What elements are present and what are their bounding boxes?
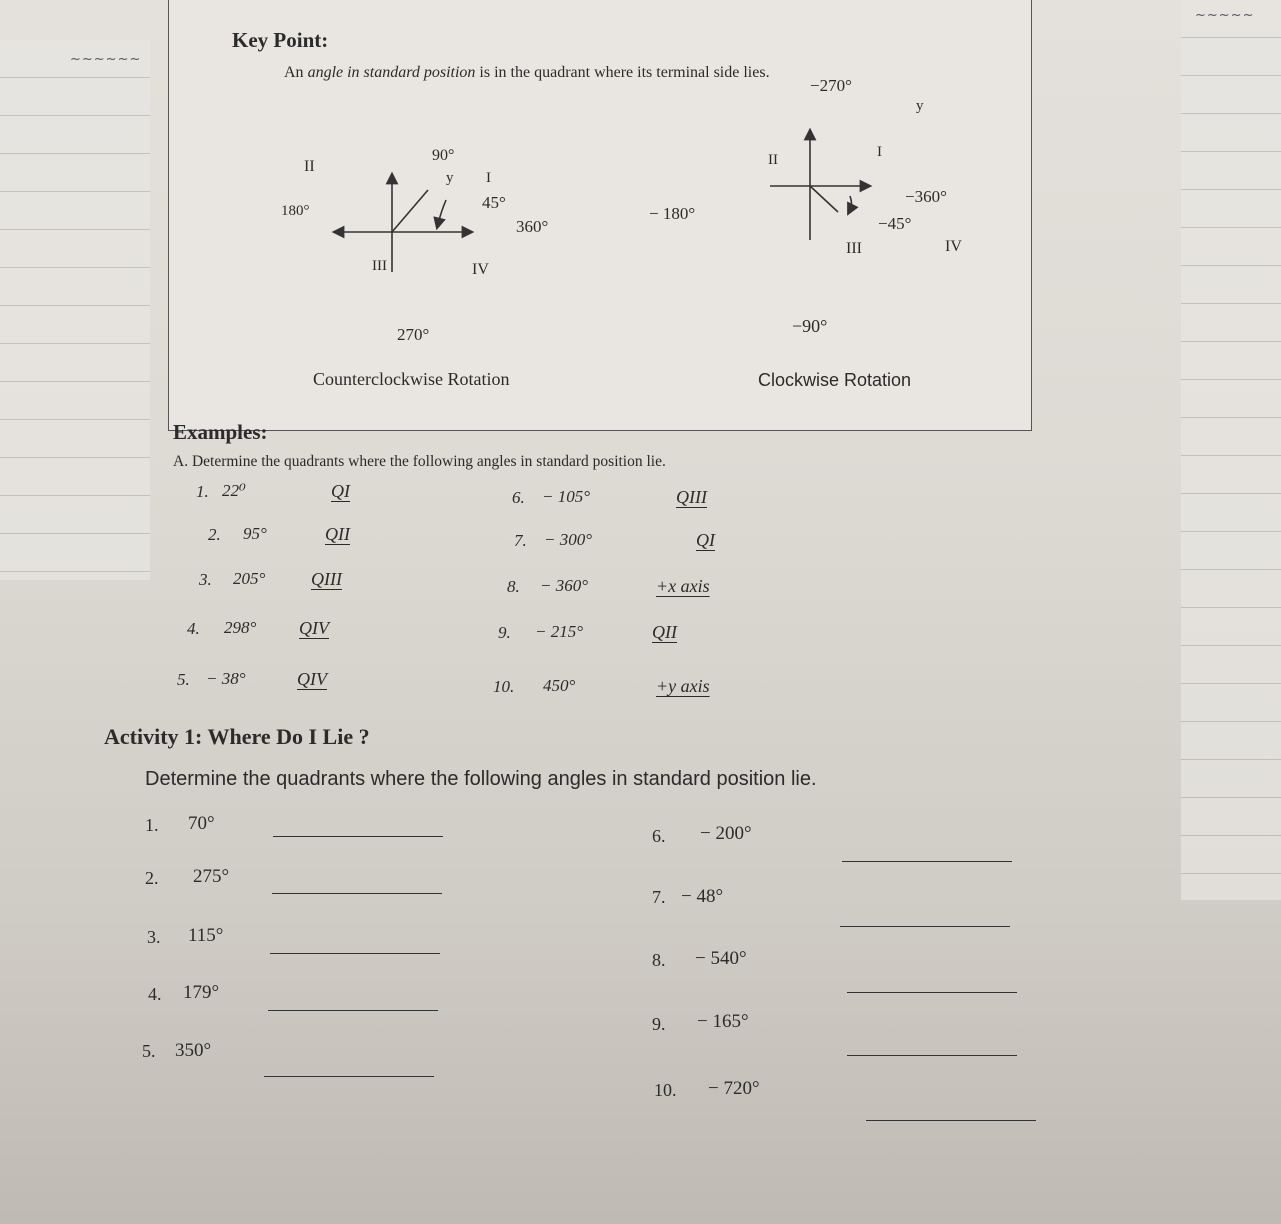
example-number: 2. [208,525,221,544]
activity-title: Activity 1: Where Do I Lie ? [104,724,370,749]
example-angle: 205° [233,569,266,588]
left-axes [338,178,468,272]
label-45: 45° [482,193,506,212]
example-number: 8. [507,577,520,596]
example-angle: 450° [543,676,576,695]
answer-blank[interactable] [866,1120,1036,1121]
label-180: 180° [281,203,310,219]
label-quadrant-iv-right: IV [945,238,962,255]
example-answer: QII [325,524,350,544]
answer-blank[interactable] [847,992,1017,993]
example-answer: QIV [297,669,327,689]
label-quadrant-iii: III [372,258,387,274]
activity-number: 9. [652,1014,666,1034]
answer-blank[interactable] [272,893,442,894]
example-angle: 95° [243,524,267,543]
example-answer: QII [652,622,677,642]
label-quadrant-iii-right: III [846,240,862,257]
label-quadrant-ii: II [304,158,315,175]
activity-number: 3. [147,927,161,947]
activity-number: 2. [145,868,159,888]
label-neg-180: − 180° [649,204,696,223]
key-point-title: Key Point: [232,28,329,52]
example-answer: QI [696,530,715,550]
label-quadrant-ii-right: II [768,152,778,168]
label-360: 360° [516,217,549,236]
example-answer: QIII [311,569,342,589]
example-angle: 298° [224,618,257,637]
activity-number: 4. [148,984,162,1004]
example-number: 9. [498,623,511,642]
activity-number: 7. [652,887,666,907]
activity-number: 8. [652,950,666,970]
activity-angle: 275° [193,866,230,887]
example-number: 6. [512,488,525,507]
key-point-statement: An angle in standard position is in the quadrant where its terminal side lies. [284,64,770,81]
answer-blank[interactable] [268,1010,438,1011]
answer-blank[interactable] [273,836,443,837]
example-angle: − 38° [206,669,246,688]
label-neg-360: −360° [905,187,947,206]
activity-angle: 350° [175,1040,212,1061]
label-neg-45: −45° [878,214,912,233]
activity-angle: − 165° [697,1011,749,1032]
answer-blank[interactable] [270,953,440,954]
handwriting-left: ~~~~~~ [70,52,142,67]
answer-blank[interactable] [847,1055,1017,1056]
activity-angle: 70° [188,813,215,834]
activity-angle: − 540° [695,948,747,969]
activity-angle: − 720° [708,1078,760,1099]
example-number: 10. [493,677,515,696]
activity-number: 1. [145,815,159,835]
right-axes [770,134,866,240]
activity-number: 5. [142,1041,156,1061]
label-y-axis-right: y [916,98,924,114]
examples-instruction: A. Determine the quadrants where the following angles in standard position lie. [173,453,666,470]
example-answer: QIV [299,618,329,638]
activity-instruction: Determine the quadrants where the following angles in standard position lie. [145,768,817,790]
label-y-axis: y [446,170,454,186]
example-answer: +y axis [656,676,710,696]
example-number: 3. [199,570,212,589]
answer-blank[interactable] [842,861,1012,862]
activity-angle: 179° [183,982,220,1003]
activity-angle: − 200° [700,823,752,844]
answer-blank[interactable] [840,926,1010,927]
example-angle: − 300° [544,530,593,549]
example-number: 1. [196,482,209,501]
right-caption: Clockwise Rotation [758,370,912,390]
activity-number: 6. [652,826,666,846]
example-angle: − 360° [540,576,589,595]
label-quadrant-i: I [486,170,491,186]
activity-number: 10. [654,1080,677,1100]
label-270: 270° [397,325,430,344]
example-number: 5. [177,670,190,689]
examples-heading: Examples: [173,420,268,444]
label-neg-270: −270° [810,76,852,95]
label-quadrant-iv: IV [472,261,489,278]
example-answer: QIII [676,487,707,507]
label-quadrant-i-right: I [877,144,882,160]
example-answer: +x axis [656,576,710,596]
example-number: 7. [514,531,527,550]
example-number: 4. [187,619,200,638]
handwriting-right: ~~~~~ [1195,8,1255,23]
example-angle: 22⁰ [222,481,246,500]
example-angle: − 105° [542,487,591,506]
label-neg-90: −90° [792,316,828,336]
activity-angle: − 48° [681,886,724,907]
label-90: 90° [432,147,455,164]
left-caption: Counterclockwise Rotation [313,369,510,389]
example-answer: QI [331,481,350,501]
activity-angle: 115° [188,925,224,946]
example-angle: − 215° [535,622,584,641]
answer-blank[interactable] [264,1076,434,1077]
